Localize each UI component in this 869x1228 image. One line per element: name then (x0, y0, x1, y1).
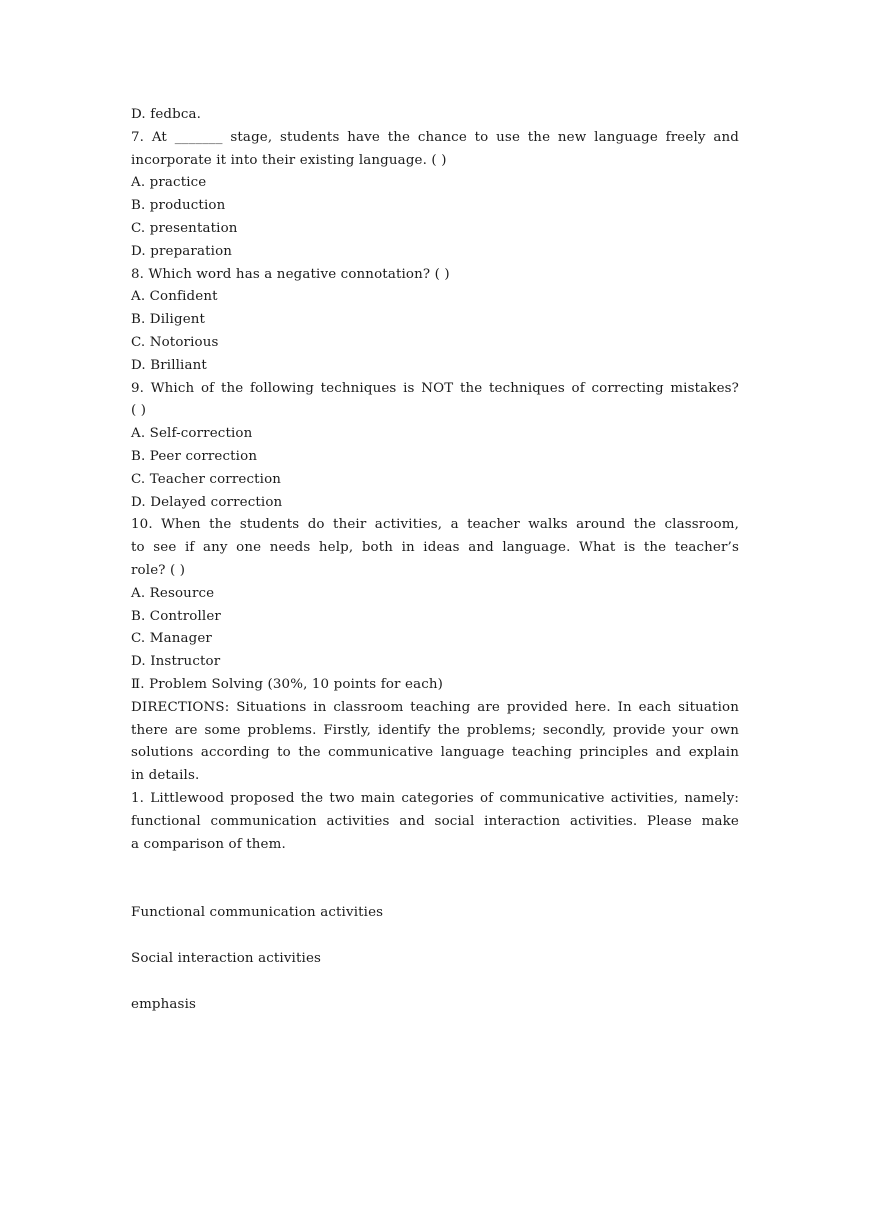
option-b-q10: B. Controller (131, 608, 221, 624)
document-page (131, 104, 739, 1017)
option-a-q7: A. practice (131, 175, 207, 191)
question-7-line-1: 7. At _______ stage, students have the chance to use the new language freely and (131, 129, 739, 145)
question-7-line-2: incorporate it into their existing language. ( ) (131, 152, 447, 168)
option-d-q7: D. preparation (131, 243, 233, 259)
table-label-functional: Functional communication activities (131, 905, 384, 921)
question-9-line-2: ( ) (131, 403, 147, 419)
section-heading: Ⅱ. Problem Solving (30%, 10 points for each) (131, 676, 444, 692)
directions-line-2: there are some problems. Firstly, identify the problems; secondly, provide your own (131, 722, 739, 738)
option-d-q10: D. Instructor (131, 654, 221, 670)
option-b-q7: B. production (131, 198, 226, 214)
problem-1-line-2: functional communication activities and social interaction activities. Please make (131, 813, 739, 829)
table-label-social: Social interaction activities (131, 951, 322, 967)
option-b-q8: B. Diligent (131, 312, 206, 328)
question-9-line-1: 9. Which of the following techniques is NOT the techniques of correcting mistakes? (131, 380, 739, 396)
option-c-q7: C. presentation (131, 220, 238, 236)
spacer (131, 856, 739, 902)
option-c-q8: C. Notorious (131, 334, 219, 350)
option-d-q6: D. fedbca. (131, 107, 202, 122)
problem-1-line-1: 1. Littlewood proposed the two main categories of communicative activities, namely: (131, 790, 739, 806)
option-a-q9: A. Self-correction (131, 426, 253, 442)
option-a-q8: A. Confident (131, 289, 218, 305)
option-c-q10: C. Manager (131, 631, 212, 647)
directions-line-4: in details. (131, 768, 200, 784)
option-a-q10: A. Resource (131, 585, 215, 601)
table-label-emphasis: emphasis (131, 996, 197, 1012)
option-d-q8: D. Brilliant (131, 357, 207, 373)
option-c-q9: C. Teacher correction (131, 471, 282, 487)
spacer (131, 925, 739, 948)
question-8: 8. Which word has a negative connotation? ( ) (131, 266, 450, 282)
question-10-line-2: to see if any one needs help, both in ideas and language. What is the teacher’s (131, 540, 739, 556)
question-10-line-3: role? ( ) (131, 562, 186, 578)
directions-line-1: DIRECTIONS: Situations in classroom teaching are provided here. In each situation (131, 699, 739, 715)
directions-line-3: solutions according to the communicative language teaching principles and explain (131, 745, 739, 761)
option-d-q9: D. Delayed correction (131, 494, 283, 510)
option-b-q9: B. Peer correction (131, 448, 258, 464)
spacer (131, 971, 739, 994)
question-10-line-1: 10. When the students do their activities, a teacher walks around the classroom, (131, 517, 739, 533)
problem-1-line-3: a comparison of them. (131, 836, 286, 852)
